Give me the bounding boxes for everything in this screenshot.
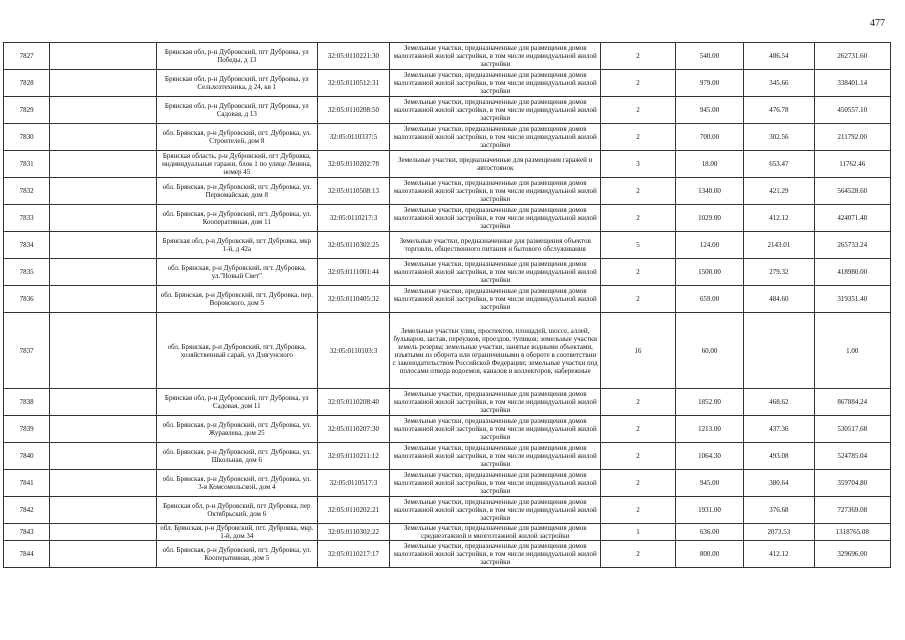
- table-row: [4, 497, 891, 524]
- row-number-cell: 7836: [4, 286, 50, 313]
- table-row: [4, 313, 891, 389]
- row-number-cell: 7833: [4, 205, 50, 232]
- cadastral-number-cell: 32:05:0110517:3: [317, 470, 389, 497]
- cadastral-number-cell: 32:05:0110217:17: [317, 541, 389, 568]
- land-use-cell: Земельные участки, предназначенные для размещения домов малоэтажной жилой застройки, в том числе индивидуальной жилой застройки: [390, 205, 601, 232]
- table-row: [4, 259, 891, 286]
- row-number-cell: 7829: [4, 97, 50, 124]
- specific-value-cell: 345.66: [744, 70, 814, 97]
- category-code-cell: 2: [601, 178, 675, 205]
- empty-cell: [50, 151, 157, 178]
- cadastral-value-cell: 424071.48: [814, 205, 890, 232]
- cadastral-value-cell: 11762.46: [814, 151, 890, 178]
- specific-value-cell: 421.29: [744, 178, 814, 205]
- table-row: [4, 205, 891, 232]
- cadastral-value-cell: 564528.60: [814, 178, 890, 205]
- specific-value-cell: 412.12: [744, 205, 814, 232]
- land-use-cell: Земельные участки, предназначенные для размещения домов малоэтажной жилой застройки, в том числе индивидуальной жилой застройки: [390, 178, 601, 205]
- category-code-cell: 2: [601, 70, 675, 97]
- category-code-cell: 5: [601, 232, 675, 259]
- category-code-cell: 2: [601, 43, 675, 70]
- cadastral-number-cell: 32:05:0110202:78: [317, 151, 389, 178]
- cadastral-number-cell: 32:05:0110508:13: [317, 178, 389, 205]
- address-cell: обл. Брянская, р-н Дубровский, пгт. Дубровка, ул. 3-я Комсомольской, дом 4: [156, 470, 317, 497]
- cadastral-value-cell: 1.00: [814, 313, 890, 389]
- cadastral-number-cell: 32:05:0110512:31: [317, 70, 389, 97]
- row-number-cell: 7841: [4, 470, 50, 497]
- specific-value-cell: 437.36: [744, 416, 814, 443]
- cadastral-value-cell: 418980.00: [814, 259, 890, 286]
- cadastral-number-cell: 32:05:0110221:30: [317, 43, 389, 70]
- cadastral-value-cell: 211792.00: [814, 124, 890, 151]
- empty-cell: [50, 70, 157, 97]
- land-use-cell: Земельные участки, предназначенные для размещения домов малоэтажной жилой застройки, в том числе индивидуальной жилой застройки: [390, 124, 601, 151]
- specific-value-cell: 2073.53: [744, 524, 814, 541]
- empty-cell: [50, 232, 157, 259]
- cadastral-number-cell: 32:05:0110208:40: [317, 389, 389, 416]
- specific-value-cell: 484.60: [744, 286, 814, 313]
- land-use-cell: Земельные участки, предназначенные для размещения домов малоэтажной жилой застройки, в том числе индивидуальной жилой застройки: [390, 43, 601, 70]
- page-number: 477: [870, 18, 885, 29]
- area-cell: 1931.00: [675, 497, 743, 524]
- row-number-cell: 7844: [4, 541, 50, 568]
- table-row: [4, 541, 891, 568]
- empty-cell: [50, 259, 157, 286]
- cadastral-number-cell: 32:05:0110208:50: [317, 97, 389, 124]
- area-cell: 1213.00: [675, 416, 743, 443]
- cadastral-value-cell: 359704.80: [814, 470, 890, 497]
- row-number-cell: 7830: [4, 124, 50, 151]
- specific-value-cell: 493.08: [744, 443, 814, 470]
- row-number-cell: 7834: [4, 232, 50, 259]
- cadastral-value-cell: 329696.00: [814, 541, 890, 568]
- category-code-cell: 2: [601, 205, 675, 232]
- area-cell: 979.00: [675, 70, 743, 97]
- address-cell: обл. Брянская, р-н Дубровский, пгт. Дубровка, пер. Воровского, дом 5: [156, 286, 317, 313]
- cadastral-number-cell: 32:05:0110202:21: [317, 497, 389, 524]
- specific-value-cell: 412.12: [744, 541, 814, 568]
- area-cell: 800.00: [675, 541, 743, 568]
- area-cell: 1500.00: [675, 259, 743, 286]
- empty-cell: [50, 43, 157, 70]
- category-code-cell: 2: [601, 97, 675, 124]
- address-cell: Брянская обл, р-н Дубровский, пгт Дубровка, пер Октябрьский, дом 6: [156, 497, 317, 524]
- address-cell: Брянская обл, р-н Дубровский, пгт Дубровка, мкр 1-й, д 42а: [156, 232, 317, 259]
- area-cell: 1064.30: [675, 443, 743, 470]
- specific-value-cell: 653.47: [744, 151, 814, 178]
- cadastral-value-cell: 1318765.08: [814, 524, 890, 541]
- category-code-cell: 2: [601, 124, 675, 151]
- category-code-cell: 16: [601, 313, 675, 389]
- row-number-cell: 7842: [4, 497, 50, 524]
- row-number-cell: 7839: [4, 416, 50, 443]
- area-cell: 659.00: [675, 286, 743, 313]
- table-row: [4, 97, 891, 124]
- address-cell: обл. Брянская, р-н Дубровский, пгт. Дубровка, ул. Кооперативная, дом 11: [156, 205, 317, 232]
- cadastral-value-cell: 867884.24: [814, 389, 890, 416]
- table-row: [4, 389, 891, 416]
- land-use-cell: Земельные участки, предназначенные для размещения домов малоэтажной жилой застройки, в том числе индивидуальной жилой застройки: [390, 497, 601, 524]
- cadastral-number-cell: 32:05:0110337:5: [317, 124, 389, 151]
- table-row: [4, 286, 891, 313]
- address-cell: Брянская область, р-н Дубровский, пгт Дубровка, индивидуальные гаражи, блок 1 по улице Ленина, номер 45: [156, 151, 317, 178]
- row-number-cell: 7837: [4, 313, 50, 389]
- address-cell: обл. Брянская, р-н Дубровский, пгт. Дубровка, ул. Строителей, дом 8: [156, 124, 317, 151]
- table-row: [4, 151, 891, 178]
- table-row: [4, 470, 891, 497]
- area-cell: 945.00: [675, 97, 743, 124]
- row-number-cell: 7835: [4, 259, 50, 286]
- address-cell: обл. Брянская, р-н Дубровский, пгт. Дубровка, ул. Кооперативная, дом 5: [156, 541, 317, 568]
- cadastral-number-cell: 32:05:0110103:3: [317, 313, 389, 389]
- address-cell: Брянская обл, р-н Дубровский, пгт Дубровка, ул Победы, д 13: [156, 43, 317, 70]
- specific-value-cell: 468.62: [744, 389, 814, 416]
- empty-cell: [50, 313, 157, 389]
- address-cell: Брянская обл, р-н Дубровский, пгт Дубровка, ул Садовая, дом 11: [156, 389, 317, 416]
- specific-value-cell: [744, 313, 814, 389]
- empty-cell: [50, 541, 157, 568]
- cadastral-number-cell: 32:05:0110302:25: [317, 232, 389, 259]
- category-code-cell: 2: [601, 541, 675, 568]
- land-use-cell: Земельные участки, предназначенные для размещения домов малоэтажной жилой застройки, в том числе индивидуальной жилой застройки: [390, 259, 601, 286]
- address-cell: обл. Брянская, р-н Дубровский, пгт. Дубровка, мкр. 1-й, дом 34: [156, 524, 317, 541]
- specific-value-cell: 302.56: [744, 124, 814, 151]
- register-body: [4, 43, 891, 568]
- specific-value-cell: 376.68: [744, 497, 814, 524]
- area-cell: 124.00: [675, 232, 743, 259]
- cadastral-value-cell: 319351.40: [814, 286, 890, 313]
- table-row: [4, 43, 891, 70]
- row-number-cell: 7832: [4, 178, 50, 205]
- cadastral-number-cell: 32:05:0110207:30: [317, 416, 389, 443]
- category-code-cell: 1: [601, 524, 675, 541]
- row-number-cell: 7831: [4, 151, 50, 178]
- area-cell: 1340.00: [675, 178, 743, 205]
- area-cell: 1029.00: [675, 205, 743, 232]
- land-use-cell: Земельные участки, предназначенные для размещения объектов торговли, общественного питания и бытового обслуживания: [390, 232, 601, 259]
- table-row: [4, 232, 891, 259]
- row-number-cell: 7828: [4, 70, 50, 97]
- category-code-cell: 2: [601, 497, 675, 524]
- address-cell: обл. Брянская, р-н Дубровский, пгт. Дубровка, хозяйственный сарай, ул Дзягунского: [156, 313, 317, 389]
- empty-cell: [50, 524, 157, 541]
- area-cell: 945.00: [675, 470, 743, 497]
- specific-value-cell: 486.54: [744, 43, 814, 70]
- table-row: [4, 70, 891, 97]
- row-number-cell: 7840: [4, 443, 50, 470]
- specific-value-cell: 279.32: [744, 259, 814, 286]
- table-row: [4, 178, 891, 205]
- empty-cell: [50, 178, 157, 205]
- category-code-cell: 3: [601, 151, 675, 178]
- table-row: [4, 416, 891, 443]
- area-cell: 636.00: [675, 524, 743, 541]
- land-use-cell: Земельные участки, предназначенные для размещения домов малоэтажной жилой застройки, в том числе индивидуальной жилой застройки: [390, 286, 601, 313]
- land-use-cell: Земельные участки, предназначенные для размещения домов малоэтажной жилой застройки, в том числе индивидуальной жилой застройки: [390, 443, 601, 470]
- address-cell: обл. Брянская, р-н Дубровский, пгт. Дубровка, ул."Новый Свет": [156, 259, 317, 286]
- empty-cell: [50, 416, 157, 443]
- specific-value-cell: 476.78: [744, 97, 814, 124]
- row-number-cell: 7838: [4, 389, 50, 416]
- empty-cell: [50, 470, 157, 497]
- category-code-cell: 2: [601, 259, 675, 286]
- area-cell: 540.00: [675, 43, 743, 70]
- area-cell: 18.00: [675, 151, 743, 178]
- row-number-cell: 7843: [4, 524, 50, 541]
- land-use-cell: Земельные участки, предназначенные для размещения домов малоэтажной жилой застройки, в том числе индивидуальной жилой застройки: [390, 70, 601, 97]
- table-row: [4, 524, 891, 541]
- cadastral-value-cell: 727369.08: [814, 497, 890, 524]
- category-code-cell: 2: [601, 443, 675, 470]
- table-row: [4, 124, 891, 151]
- address-cell: Брянская обл, р-н Дубровский, пгт Дубровка, ул Садовая, д 13: [156, 97, 317, 124]
- cadastral-number-cell: 32:05:0111001:44: [317, 259, 389, 286]
- table-row: [4, 443, 891, 470]
- land-use-cell: Земельные участки, предназначенные для размещения гаражей и автостоянок: [390, 151, 601, 178]
- empty-cell: [50, 443, 157, 470]
- empty-cell: [50, 205, 157, 232]
- row-number-cell: 7827: [4, 43, 50, 70]
- category-code-cell: 2: [601, 286, 675, 313]
- address-cell: обл. Брянская, р-н Дубровский, пгт. Дубровка, ул. Первомайская, дом 8: [156, 178, 317, 205]
- category-code-cell: 2: [601, 389, 675, 416]
- specific-value-cell: 2143.01: [744, 232, 814, 259]
- land-use-cell: Земельные участки улиц, проспектов, площадей, шоссе, аллей, бульваров, застав, переулков, проездов, тупиков; земельные участки земель резерва; земельные участки, занятые водными объектами, изъятыми из оборота или ограниченными в обороте в соответствии с законодательством Российской Федерации; земельные участки под полосами отвода водоемов, каналов и коллекторов, набережные: [390, 313, 601, 389]
- cadastral-value-cell: 338401.14: [814, 70, 890, 97]
- area-cell: 1852.00: [675, 389, 743, 416]
- land-use-cell: Земельные участки, предназначенные для размещения домов малоэтажной жилой застройки, в том числе индивидуальной жилой застройки: [390, 416, 601, 443]
- empty-cell: [50, 97, 157, 124]
- land-use-cell: Земельные участки, предназначенные для размещения домов малоэтажной жилой застройки, в том числе индивидуальной жилой застройки: [390, 97, 601, 124]
- empty-cell: [50, 286, 157, 313]
- cadastral-value-cell: 265733.24: [814, 232, 890, 259]
- cadastral-value-cell: 262731.60: [814, 43, 890, 70]
- address-cell: обл. Брянская, р-н Дубровский, пгт. Дубровка, ул. Школьная, дом 6: [156, 443, 317, 470]
- cadastral-number-cell: 32:05:0110405:32: [317, 286, 389, 313]
- cadastral-value-cell: 450557.10: [814, 97, 890, 124]
- empty-cell: [50, 389, 157, 416]
- category-code-cell: 2: [601, 470, 675, 497]
- land-use-cell: Земельные участки, предназначенные для размещения домов малоэтажной жилой застройки, в том числе индивидуальной жилой застройки: [390, 541, 601, 568]
- area-cell: 60.00: [675, 313, 743, 389]
- cadastral-number-cell: 32:05:0110302:22: [317, 524, 389, 541]
- cadastral-value-cell: 524785.04: [814, 443, 890, 470]
- cadastral-number-cell: 32:05:0110211:12: [317, 443, 389, 470]
- empty-cell: [50, 497, 157, 524]
- specific-value-cell: 380.64: [744, 470, 814, 497]
- land-use-cell: Земельные участки, предназначенные для размещения домов среднеэтажной и многоэтажной жилой застройки: [390, 524, 601, 541]
- address-cell: обл. Брянская, р-н Дубровский, пгт. Дубровка, ул. Журавлева, дом 25: [156, 416, 317, 443]
- empty-cell: [50, 124, 157, 151]
- land-use-cell: Земельные участки, предназначенные для размещения домов малоэтажной жилой застройки, в том числе индивидуальной жилой застройки: [390, 389, 601, 416]
- cadastral-number-cell: 32:05:0110217:3: [317, 205, 389, 232]
- area-cell: 700.00: [675, 124, 743, 151]
- land-use-cell: Земельные участки, предназначенные для размещения домов малоэтажной жилой застройки, в том числе индивидуальной жилой застройки: [390, 470, 601, 497]
- land-register-table: [3, 42, 891, 568]
- cadastral-value-cell: 530517.68: [814, 416, 890, 443]
- category-code-cell: 2: [601, 416, 675, 443]
- address-cell: Брянская обл, р-н Дубровский, пгт Дубровка, ул Сельхозтехника, д 24, кв 1: [156, 70, 317, 97]
